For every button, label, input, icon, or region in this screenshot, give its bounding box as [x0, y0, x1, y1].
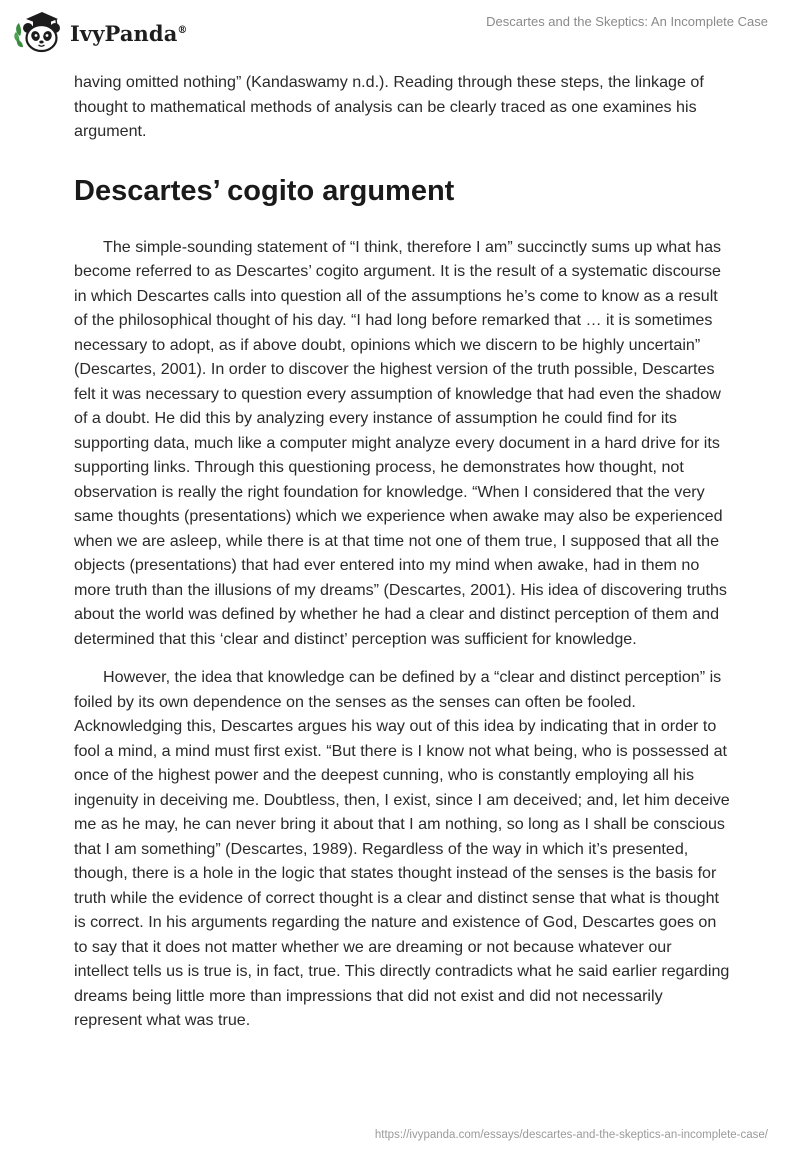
source-url[interactable]: https://ivypanda.com/essays/descartes-and-the-skeptics-an-incomplete-case/: [374, 1129, 768, 1141]
registered-mark: ®: [177, 24, 188, 36]
page-header: [0, 0, 800, 60]
panda-graduate-logo-icon: [14, 8, 64, 54]
document-title: Descartes and the Skeptics: An Incomplete Case: [486, 14, 768, 29]
paragraph-spacer: [74, 651, 730, 665]
logo-text: IvyPanda: [70, 20, 178, 46]
intro-paragraph: having omitted nothing” (Kandaswamy n.d.). Reading through these steps, the linkage of thought to mathematical methods of analysis can be clearly traced as one examines his argument.: [74, 73, 704, 140]
logo-wordmark: [70, 21, 188, 46]
ivypanda-logo[interactable]: [14, 8, 188, 54]
body-paragraph: However, the idea that knowledge can be defined by a “clear and distinct perception” is foiled by its own dependence on the senses as the senses can often be fooled. Acknowledging this, Descartes argues his way out of this idea by indicating that in order to fool a mind, a mind must first exist. “But there is I know not what being, who is possessed at once of the highest power and the deepest cunning, who is constantly employing all his ingenuity in deceiving me. Doubtless, then, I exist, since I am deceived; and, let him deceive me as he may, he can never bring it about that I am nothing, so long as I shall be conscious that I am something” (Descartes, 1989). Regardless of the way in which it’s presented, though, there is a hole in the logic that states thought instead of the senses is the basis for truth while the evidence of correct thought is a clear and distinct sense that what is thought is correct. In his arguments regarding the nature and existence of God, Descartes goes on to say that it does not matter whether we are dreaming or not because whatever our intellect tells us is true is, in fact, true. This directly contradicts what he said earlier regarding dreams being little more than impressions that did not exist and did not necessarily represent what was true.: [74, 668, 730, 1029]
section-heading: Descartes’ cogito argument: [74, 174, 455, 207]
essay-content: [74, 70, 730, 1033]
body-paragraph: The simple-sounding statement of “I think, therefore I am” succinctly sums up what has become referred to as Descartes’ cogito argument. It is the result of a systematic discourse in which Descartes calls into question all of the assumptions he’s come to know as a result of the philosophical thought of his day. “I had long before remarked that … it is sometimes necessary to adopt, as if above doubt, opinions which we discern to be highly uncertain” (Descartes, 2001). In order to discover the highest version of the truth possible, Descartes felt it was necessary to question every assumption of knowledge that had even the shadow of a doubt. He did this by analyzing every instance of assumption he could find for its supporting data, much like a computer might analyze every document in a hard drive for its supporting links. Through this questioning process, he demonstrates how thought, not observation is really the right foundation for knowledge. “When I considered that the very same thoughts (presentations) which we experience when awake may also be experienced when we are asleep, while there is at that time not one of them true, I supposed that all the objects (presentations) that had ever entered into my mind when awake, had in them no more truth than the illusions of my dreams” (Descartes, 2001). His idea of discovering truths about the world was defined by whether he had a clear and distinct perception of them and determined that this ‘clear and distinct’ perception was sufficient for knowledge.: [74, 237, 727, 648]
